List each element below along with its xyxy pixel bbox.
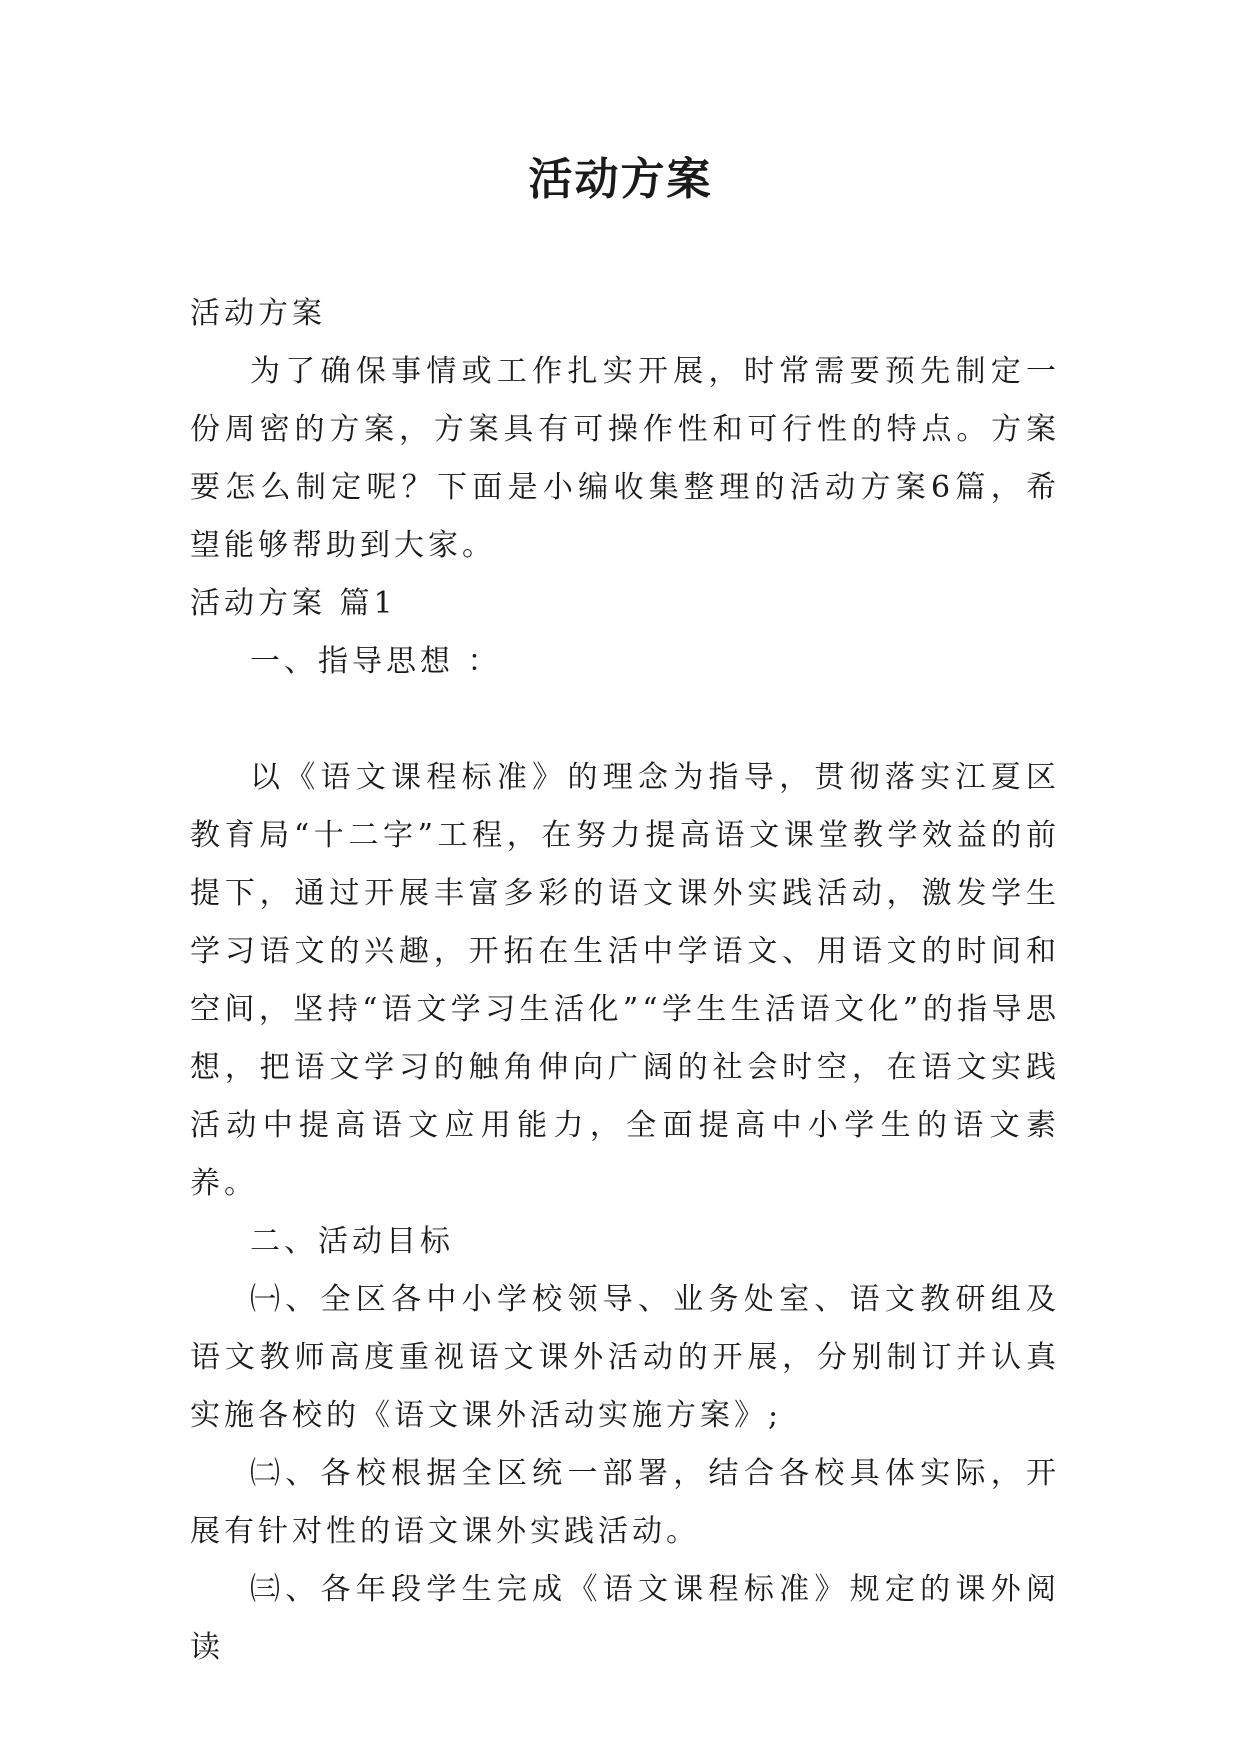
section-title: 活动方案 篇1: [190, 586, 397, 621]
goal-item-3: ㈢、各年段学生完成《语文课程标准》规定的课外阅读: [190, 1572, 1060, 1665]
goal-item-1: ㈠、全区各中小学校领导、业务处室、语文教研组及语文教师高度重视语文课外活动的开展，分别制订并认真实施各校的《语文课外活动实施方案》;: [190, 1282, 1060, 1433]
guiding-paragraph: 以《语文课程标准》的理念为指导，贯彻落实江夏区教育局“十二字”工程，在努力提高语文课堂教学效益的前提下，通过开展丰富多彩的语文课外实践活动，激发学生学习语文的兴趣，开拓在生活中学语文、用语文的时间和空间，坚持“语文学习生活化”“学生生活语文化”的指导思想，把语文学习的触角伸向广阔的社会时空，在语文实践活动中提高语文应用能力，全面提高中小学生的语文素养。: [190, 760, 1060, 1201]
document-body: [190, 285, 1060, 1677]
goal-item-2: ㈡、各校根据全区统一部署，结合各校具体实际，开展有针对性的语文课外实践活动。: [190, 1456, 1060, 1549]
guiding-heading: 一、指导思想 ：: [250, 644, 502, 679]
heading-line: 活动方案: [190, 296, 326, 331]
document-title: 活动方案: [528, 154, 713, 205]
intro-paragraph: 为了确保事情或工作扎实开展，时常需要预先制定一份周密的方案，方案具有可操作性和可行性的特点。方案要怎么制定呢？下面是小编收集整理的活动方案6篇，希望能够帮助到大家。: [190, 354, 1060, 563]
blank-line: [190, 691, 1060, 749]
goals-heading: 二、活动目标: [250, 1224, 454, 1259]
